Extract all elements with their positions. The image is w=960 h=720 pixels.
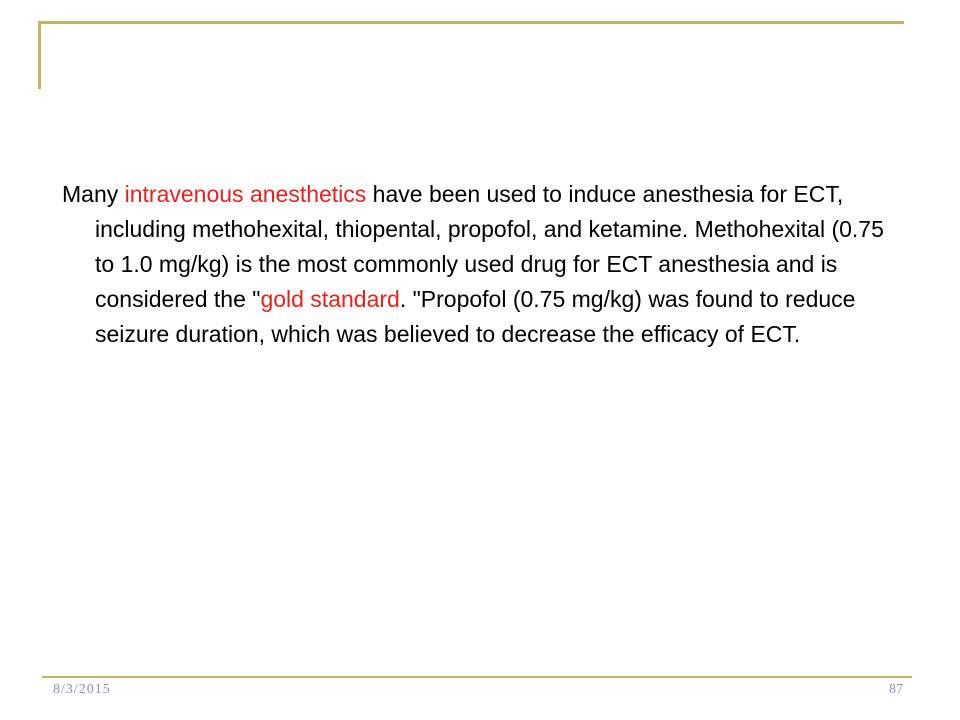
frame-left-border xyxy=(38,21,41,89)
body-text-segment: have been used to induce anesthesia for ECT, including methohexital, thiopental, propofol, and ketamine. Methohexital (0.75 to 1.0 mg/kg) is the most commonly used drug for ECT anesthesia and is considered the " xyxy=(95,181,884,312)
body-text-segment: Many xyxy=(62,181,125,207)
frame-top-border xyxy=(38,21,904,24)
highlight-intravenous-anesthetics: intravenous anesthetics xyxy=(124,181,367,207)
body-text-segment: . "Propofol (0.75 mg/kg) was found to reduce seizure duration, which was believed to decrease the efficacy of ECT. xyxy=(95,286,856,347)
footer-date: 8/3/2015 xyxy=(53,682,111,697)
footer-rule xyxy=(42,676,912,678)
page-number: 87 xyxy=(889,682,903,697)
highlight-gold-standard: gold standard xyxy=(260,286,400,312)
body-paragraph xyxy=(62,177,885,352)
